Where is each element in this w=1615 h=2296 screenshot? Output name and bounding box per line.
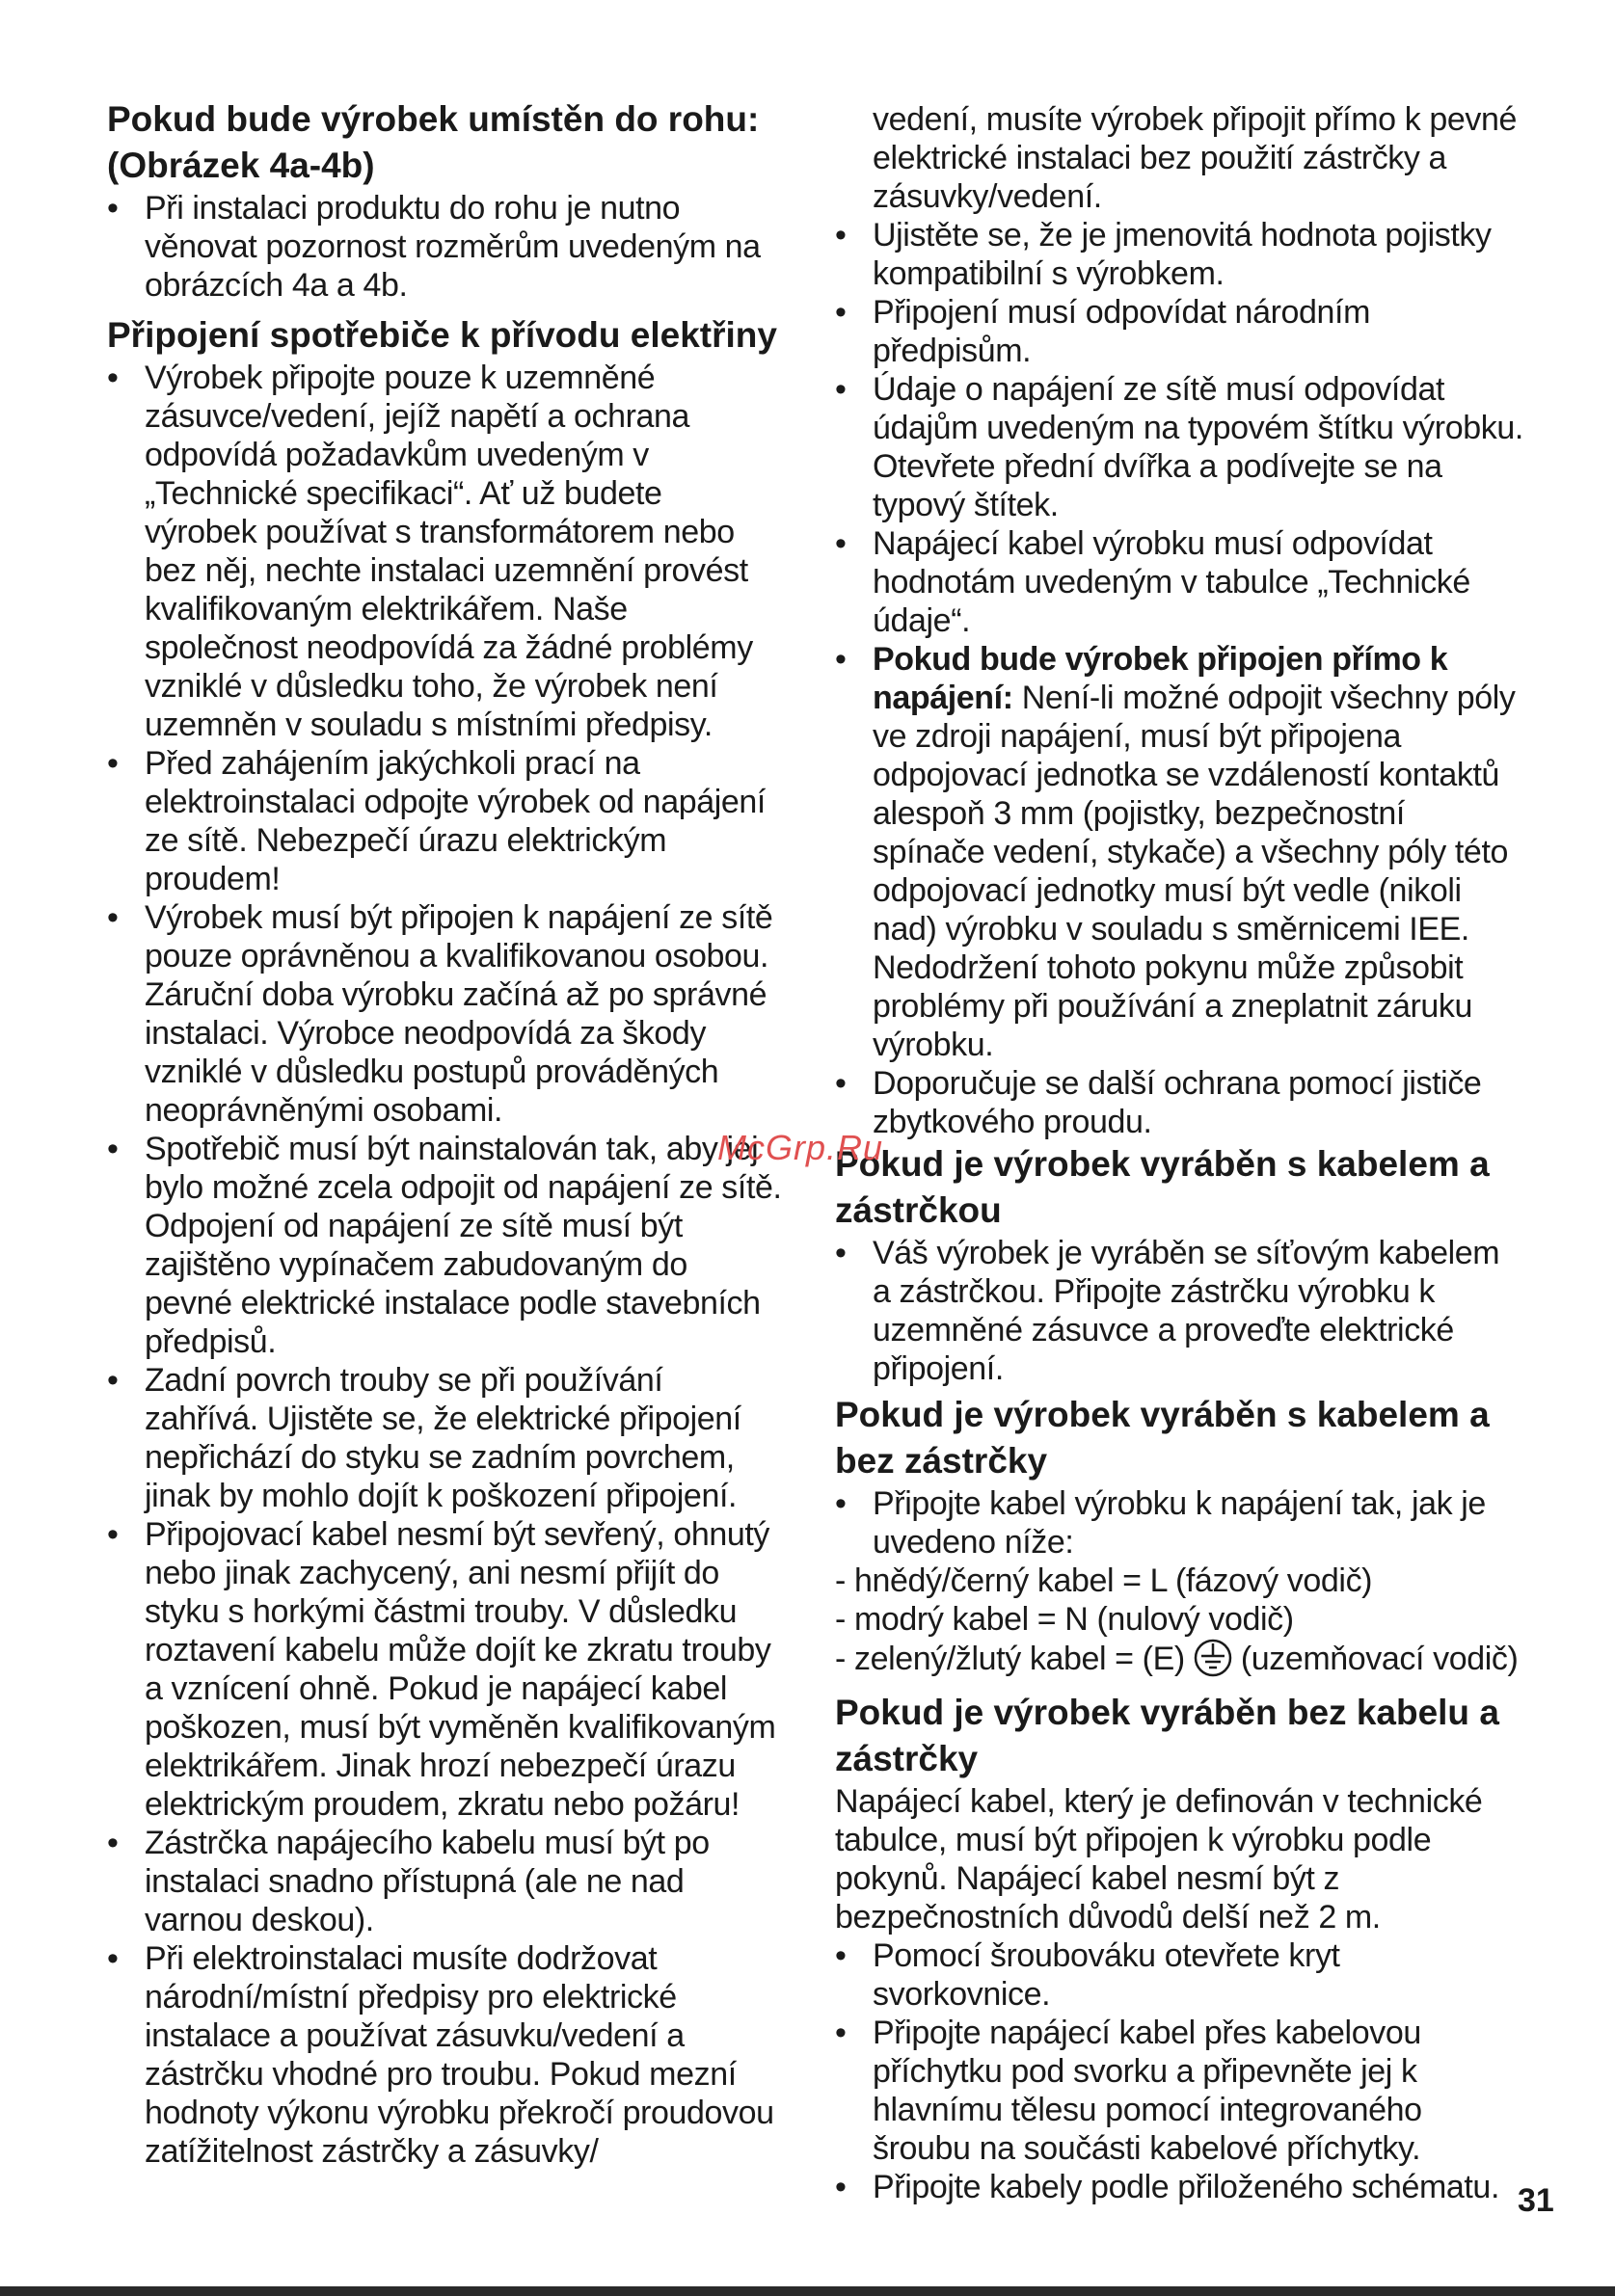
list-item: • Připojte kabely podle přiloženého schématu. <box>835 2168 1524 2206</box>
list-item: • Před zahájením jakýchkoli prací na elektroinstalaci odpojte výrobek od napájení ze sítě. Nebezpečí úrazu elektrickým proudem! <box>107 744 782 898</box>
cable-plug-list <box>835 1234 1524 1388</box>
list-item: • Údaje o napájení ze sítě musí odpovídat údajům uvedeným na typovém štítku výrobku. Otevřete přední dvířka a podívejte se na typový štítek. <box>835 370 1524 524</box>
heading-cable-and-plug: Pokud je výrobek vyráběn s kabelem a zástrčkou <box>835 1144 1490 1230</box>
list-item: • Výrobek připojte pouze k uzemněné zásuvce/vedení, jejíž napětí a ochrana odpovídá požadavkům uvedeným v „Technické specifikaci“. Ať už budete výrobek používat s transformátorem nebo bez něj, nechte instalaci uzemnění provést kvalifikovaným elektrikářem. Naše společnost neodpovídá za žádné problémy vzniklé v důsledku toho, že výrobek není uzemněn v souladu s místními předpisy. <box>107 359 782 744</box>
watermark: McGrp.Ru <box>717 1128 884 1167</box>
list-item: • Váš výrobek je vyráběn se síťovým kabelem a zástrčkou. Připojte zástrčku výrobku k uzemněné zásuvce a proveďte elektrické připojení. <box>835 1234 1524 1388</box>
list-item: • Při instalaci produktu do rohu je nutno věnovat pozornost rozměrům uvedeným na obrázcích 4a a 4b. <box>107 189 782 305</box>
wire-green-yellow <box>835 1639 1524 1686</box>
list-item: • Zadní povrch trouby se při používání zahřívá. Ujistěte se, že elektrické připojení nepřichází do styku se zadním povrchem, jinak by mohlo dojít k poškození připojení. <box>107 1361 782 1515</box>
wire-green-desc: (uzemňovací vodič) <box>1240 1641 1519 1677</box>
list-item: • Připojte napájecí kabel přes kabelovou příchytku pod svorku a připevněte jej k hlavnímu tělesu pomocí integrovaného šroubu na součásti kabelové příchytky. <box>835 2014 1524 2168</box>
right-column <box>835 100 1524 2206</box>
list-item: • Zástrčka napájecího kabelu musí být po instalaci snadno přístupná (ale ne nad varnou deskou). <box>107 1824 782 1939</box>
no-cable-text: Napájecí kabel, který je definován v technické tabulce, musí být připojen k výrobku podle pokynů. Napájecí kabel nesmí být z bezpečnostních důvodů delší než 2 m. <box>835 1783 1483 1936</box>
left-column <box>107 96 782 2171</box>
list-item: • Ujistěte se, že je jmenovitá hodnota pojistky kompatibilní s výrobkem. <box>835 216 1524 293</box>
continued-text: vedení, musíte výrobek připojit přímo k pevné elektrické instalaci bez použití zástrčky a zásuvky/vedení. <box>873 101 1517 215</box>
heading-no-cable: Pokud je výrobek vyráběn bez kabelu a zástrčky <box>835 1693 1499 1778</box>
list-item-direct-connection <box>835 640 1524 1064</box>
list-item: • Spotřebič musí být nainstalován tak, aby jej bylo možné zcela odpojit od napájení ze sítě. Odpojení od napájení ze sítě musí být zajištěno vypínačem zabudovaným do pevné elektrické instalace podle stavebních předpisů. <box>107 1130 782 1361</box>
bottom-rule <box>0 2286 1615 2296</box>
list-item: • Připojení musí odpovídat národním předpisům. <box>835 293 1524 370</box>
corner-list <box>107 189 782 305</box>
list-item: • Doporučuje se další ochrana pomocí jističe zbytkového proudu. <box>835 1064 1524 1141</box>
heading-corner: Pokud bude výrobek umístěn do rohu: (Obrázek 4a-4b) <box>107 99 760 185</box>
list-item: • Výrobek musí být připojen k napájení ze sítě pouze oprávněnou a kvalifikovanou osobou. Záruční doba výrobku začíná až po správné instalaci. Výrobce neodpovídá za škody vzniklé v důsledku postupů prováděných neoprávněnými osobami. <box>107 898 782 1130</box>
wire-blue: - modrý kabel = N (nulový vodič) <box>835 1601 1294 1638</box>
list-item: • Napájecí kabel výrobku musí odpovídat hodnotám uvedeným v tabulce „Technické údaje“. <box>835 524 1524 640</box>
list-item: • Připojovací kabel nesmí být sevřený, ohnutý nebo jinak zachycený, ani nesmí přijít do styku s horkými částmi trouby. V důsledku roztavení kabelu může dojít ke zkratu trouby a vznícení ohně. Pokud je napájecí kabel poškozen, musí být vyměněn kvalifikovaným elektrikářem. Jinak hrozí nebezpečí úrazu elektrickým proudem, zkratu nebo požáru! <box>107 1515 782 1824</box>
cable-noplug-list <box>835 1484 1524 1562</box>
list-item: • Připojte kabel výrobku k napájení tak, jak je uvedeno níže: <box>835 1484 1524 1562</box>
no-cable-list <box>835 1936 1524 2206</box>
direct-connection-label: Pokud bude výrobek připojen přímo k napájení: <box>873 641 1448 716</box>
page-number: 31 <box>1518 2182 1554 2219</box>
power-list <box>107 359 782 2171</box>
list-item: • Pomocí šroubováku otevřete kryt svorkovnice. <box>835 1936 1524 2014</box>
earth-ground-icon <box>1191 1639 1235 1686</box>
wire-brown: - hnědý/černý kabel = L (fázový vodič) <box>835 1562 1373 1599</box>
direct-connection-text: Není-li možné odpojit všechny póly ve zdroji napájení, musí být připojena odpojovací jednotka se vzdáleností kontaktů alespoň 3 mm (pojistky, bezpečnostní spínače vedení, stykače) a všechny póly této odpojovací jednotky musí být vedle (nikoli nad) výrobku v souladu s směrnicemi IEE. Nedodržení tohoto pokynu může způsobit problémy při používání a zneplatnit záruku výrobku. <box>873 680 1516 1063</box>
list-item: • Při elektroinstalaci musíte dodržovat národní/místní předpisy pro elektrické instalace a používat zásuvku/vedení a zástrčku vhodné pro troubu. Pokud mezní hodnoty výkonu výrobku překročí proudovou zatížitelnost zástrčky a zásuvky/ <box>107 1939 782 2171</box>
requirements-list <box>835 216 1524 1141</box>
wire-green-label: - zelený/žlutý kabel = (E) <box>835 1641 1185 1677</box>
heading-power-connection: Připojení spotřebiče k přívodu elektřiny <box>107 315 777 355</box>
heading-cable-no-plug: Pokud je výrobek vyráběn s kabelem a bez zástrčky <box>835 1395 1490 1481</box>
